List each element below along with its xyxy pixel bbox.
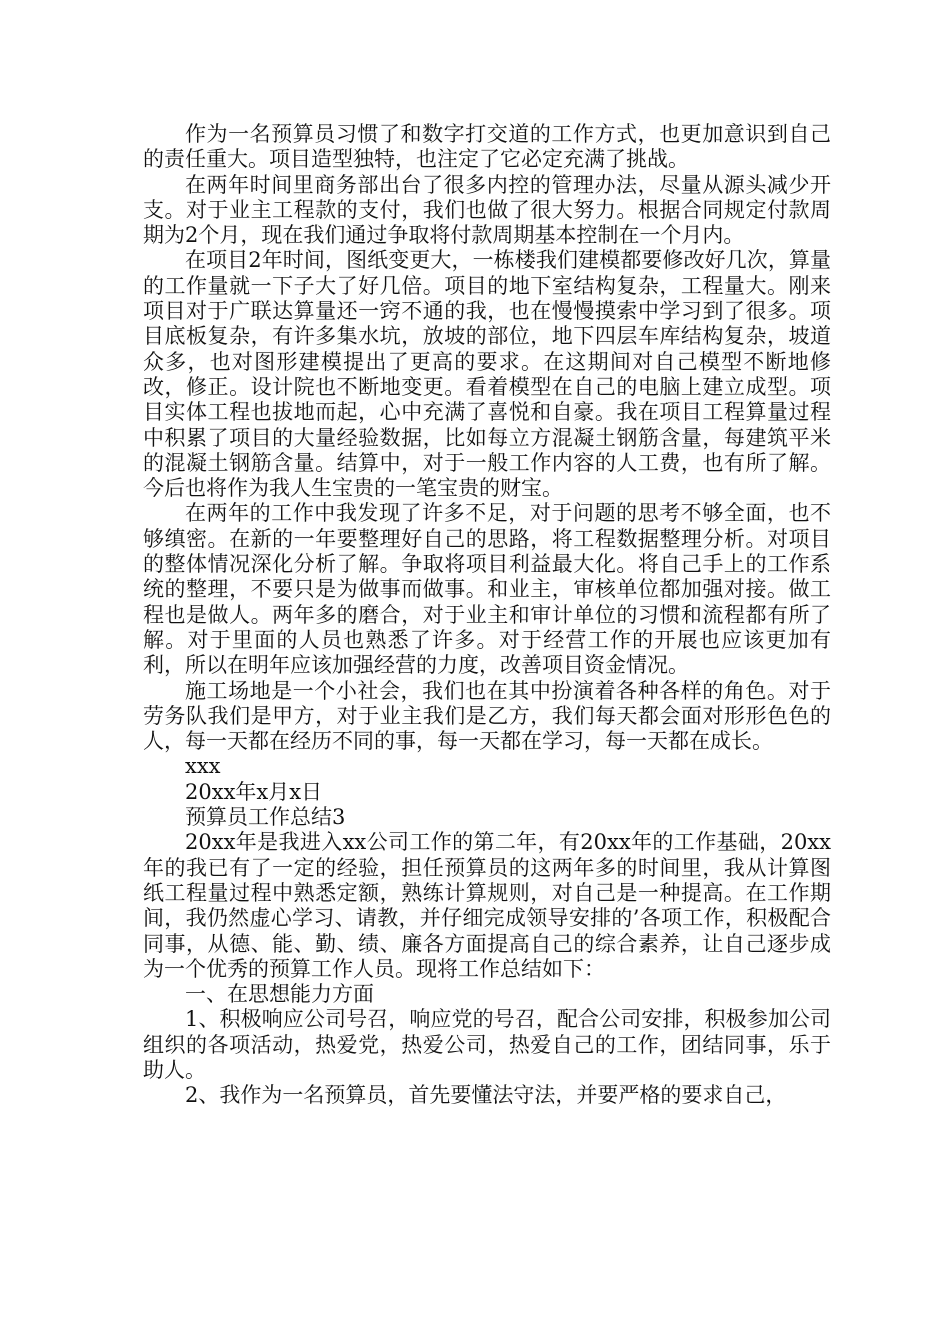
document-body [143, 122, 831, 1109]
paragraph-shortcomings: 在两年的工作中我发现了许多不足，对于问题的思考不够全面，也不够缜密。在新的一年要整理好自己的思路，将工程数据整理分析。对项目的整体情况深化分析了解。争取将项目利益最大化。将自己手上的工作系统的整理，不要只是为做事而做事。和业主，审核单位都加强对接。做工程也是做人。两年多的磨合，对于业主和审计单位的习惯和流程都有所了解。对于里面的人员也熟悉了许多。对于经营工作的开展也应该更加有利，所以在明年应该加强经营的力度，改善项目资金情况。 [143, 501, 831, 678]
signature-date: 20xx年x月x日 [185, 779, 323, 804]
paragraph-internal-control: 在两年时间里商务部出台了很多内控的管理办法，尽量从源头减少开支。对于业主工程款的支付，我们也做了很大努力。根据合同规定付款周期为2个月，现在我们通过争取将付款周期基本控制在一个月内。 [143, 172, 831, 248]
paragraph-budget-role: 作为一名预算员习惯了和数字打交道的工作方式，也更加意识到自己的责任重大。项目造型独特，也注定了它必定充满了挑战。 [143, 122, 831, 172]
signature-name: xxx [185, 754, 221, 779]
section-title: 预算员工作总结3 [185, 805, 346, 830]
paragraph-construction-site: 施工场地是一个小社会，我们也在其中扮演着各种各样的角色。对于劳务队我们是甲方，对于业主我们是乙方，我们每天都会面对形形色色的人，每一天都在经历不同的事，每一天都在学习，每一天都在成长。 [143, 678, 831, 754]
paragraph-modeling-experience: 在项目2年时间，图纸变更大，一栋楼我们建模都要修改好几次，算量的工作量就一下子大了好几倍。项目的地下室结构复杂，工程量大。刚来项目对于广联达算量还一窍不通的我，也在慢慢摸索中学习到了很多。项目底板复杂，有许多集水坑，放坡的部位，地下四层车库结构复杂，坡道众多，也对图形建模提出了更高的要求。在这期间对自己模型不断地修改，修正。设计院也不断地变更。看着模型在自己的电脑上建立成型。项目实体工程也拔地而起，心中充满了喜悦和自豪。我在项目工程算量过程中积累了项目的大量经验数据，比如每立方混凝土钢筋含量，每建筑平米的混凝土钢筋含量。结算中，对于一般工作内容的人工费，也有所了解。今后也将作为我人生宝贵的一笔宝贵的财宝。 [143, 248, 831, 501]
paragraph-item-2: 2、我作为一名预算员，首先要懂法守法，并要严格的要求自己， [185, 1083, 787, 1108]
paragraph-intro: 20xx年是我进入xx公司工作的第二年，有20xx年的工作基础，20xx年的我已有了一定的经验，担任预算员的这两年多的时间里，我从计算图纸工程量过程中熟悉定额，熟练计算规则，对自己是一种提高。在工作期间，我仍然虚心学习、请教，并仔细完成领导安排的’各项工作，积极配合同事，从德、能、勤、绩、廉各方面提高自己的综合素养，让自己逐步成为一个优秀的预算工作人员。现将工作总结如下： [143, 830, 831, 981]
heading-ideology: 一、在思想能力方面 [185, 982, 374, 1007]
paragraph-item-1: 1、积极响应公司号召，响应党的号召，配合公司安排，积极参加公司组织的各项活动，热爱党，热爱公司，热爱自己的工作，团结同事，乐于助人。 [143, 1007, 831, 1082]
